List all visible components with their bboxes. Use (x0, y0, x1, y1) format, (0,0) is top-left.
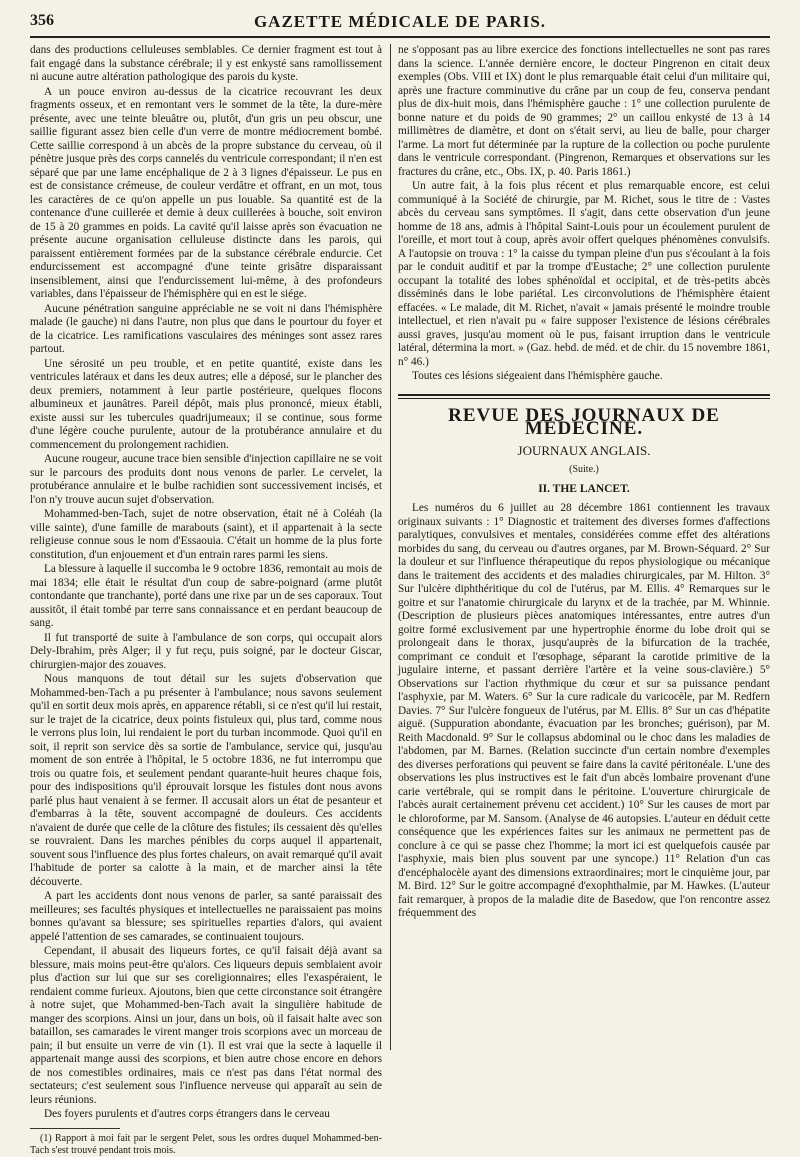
paragraph: dans des productions celluleuses semblables. Ce dernier fragment est tout à fait engagé dans la substance cérébrale; il y est enkysté sans ramollissement ni aucune autre altération pathologique des parois du kyste. (30, 44, 382, 83)
paragraph: Un autre fait, à la fois plus récent et plus remarquable encore, est celui communiqué à la Société de chirurgie, par M. Richet, sous le titre de : Vastes abcès du cerveau sans symptômes. Il s'agit, dans cette observation d'un jeune homme de 18 ans, admis à l'hôpital Saint-Louis pour un écoulement purulent de l'oreille, et mort tout à coup, après avoir offert quelques phénomènes convulsifs. A l'autopsie on trouva : 1° la caisse du tympan pleine d'un pus s'écoulant à la fois par le conduit auditif et par la trompe d'Eustache; 2° une collection purulente occupant la totalité des lobes sphénoïdal et occipital, et de très-petits abcès disséminés dans le lobe pariétal. Les circonvolutions de l'hémisphère étaient effacées. « Le malade, dit M. Richet, n'avait « jamais présenté le moindre trouble intellectuel, et rien n'avait pu « faire supposer l'existence de lésions cérébrales aussi graves, jusqu'au moment où le pus, faisant irruption dans le ventricule latéral, détermina la mort. » (Gaz. hebd. de méd. et de chir. du 15 novembre 1861, n° 46.) (398, 180, 770, 368)
section-heading: II. THE LANCET. (538, 482, 630, 495)
paragraph: Mohammed-ben-Tach, sujet de notre observation, était né à Coléah (la ville sainte), d'une famille de marabouts (saint), et il appartenait à la secte religieuse connue sous le nom d'Essaouia. C'était un homme de la plus forte constitution, d'un enjouement et d'un entrain rares parmi les siens. (30, 508, 382, 561)
suite-label: (Suite.) (569, 464, 599, 475)
paragraph: La blessure à laquelle il succomba le 9 octobre 1836, remontait au mois de mai 1834; elle était le résultat d'un coup de sabre-poignard (arme plutôt contondante que tranchante), porté dans une rixe par un de ses caporaux. Tout aussitôt, il était tombé par terre sans connaissance et en perdant beaucoup de sang. (30, 563, 382, 629)
paragraph: Cependant, il abusait des liqueurs fortes, ce qu'il faisait déjà avant sa blessure, mais moins peut-être qu'alors. Ces liqueurs depuis semblaient avoir plus d'action sur lui que sur ses coreligionnaires; elles l'exaspéraient, le rendaient comme furieux. Ajoutons, bien que cette circonstance soit étrangère à notre sujet, que Mohammed-ben-Tach avait la singulière habitude de manger des scorpions. Ainsi un jour, dans un bois, où il faisait halte avec son bataillon, ses camarades le virent manger trois scorpions avec un morceau de pain; il but ensuite un verre de vin (1). Il est vrai que la secte à laquelle il appartenait mange aussi des scorpions, et bien autre chose encore en dehors de nos comestibles ordinaires, mais ce n'est pas dans l'état normal des sectateurs; c'est seulement sous l'influence nerveuse qui apparaît au sein de leurs réunions. (30, 945, 382, 1106)
section-rule (398, 398, 770, 399)
page-header (30, 10, 770, 38)
review-title: REVUE DES JOURNAUX DE MÉDECINE. (448, 404, 720, 439)
column-divider (390, 44, 391, 1050)
paragraph: A part les accidents dont nous venons de parler, sa santé paraissait des meilleures; ses facultés physiques et intellectuelles ne paraissaient pas moins bonnes qu'avant sa blessure; ses spirituelles reparties d'alors, qui avaient appelé l'attention de ses camarades, se continuaient toujours. (30, 890, 382, 943)
paragraph: Une sérosité un peu trouble, et en petite quantité, existe dans les ventricules latéraux et dans les deux autres; elle a déposé, sur le plancher des deux premiers, notamment à leur partie postérieure, quelques flocons albumineux et jaunâtres. Pareil dépôt, mais plus prononcé, mieux établi, existe aussi sur les tubercules quadrijumeaux; il se continue, sous forme d'une légère couche purulente, autour de la protubérance annulaire et du commencement du prolongement rachidien. (30, 357, 382, 451)
footnote-rule (30, 1128, 120, 1129)
paragraph: Il fut transporté de suite à l'ambulance de son corps, qui occupait alors Dely-Ibrahim, près Alger; il y fut reçu, puis soigné, par le docteur Giscar, chirurgien-major des zouaves. (30, 631, 382, 671)
paragraph: A un pouce environ au-dessus de la cicatrice recouvrant les deux fragments osseux, et en remontant vers le sommet de la tête, la dure-mère présente, avec une teinte bleuâtre ou, plutôt, d'un gris un peu obscur, une saillie figurant assez bien celle d'un verre de montre médiocrement bombé. Cette saillie correspond à un abcès de la propre substance du cerveau, où il pénètre jusque près des corps cannelés du ventricule correspondant; il n'en est séparé que par une lame encéphalique de 2 à 3 lignes d'épaisseur. Le pus en est de consistance crémeuse, de couleur verdâtre et offrant, en un mot, tous les caractères de ce qu'on appelle un pus louable. Sa quantité est de la contenance d'une cuillerée et demie à deux cuillerées à bouche, soit environ de 15 à 20 grammes en poids. La cavité qu'il laisse après son évacuation ne présente aucune organisation celluleuse distincte dans les parois, qui paraissent entièrement formées par de la substance cérébrale endurcie. Cet endurcissement est accompagné d'une teinte grisâtre disparaissant insensiblement, ainsi que l'endurcissement lui-même, à des profondeurs variables, dans l'épaisseur de l'hémisphère qui en est le siége. (30, 85, 382, 300)
paragraph: Nous manquons de tout détail sur les sujets d'observation que Mohammed-ben-Tach a pu présenter à l'ambulance; nous savons seulement qu'il en sortit deux mois après, en apparence rétabli, si ce n'est qu'il lui restait, sur le trajet de la cicatrice, deux points fistuleux qui, plus tard, comme nous le verrons plus loin, lui rendaient le port du turban incommode. Quoi qu'il en soit, il reprit son service dès sa sortie de l'ambulance, service qui, jusqu'au moment de son entrée à l'hôpital, le 5 octobre 1836, ne fut interrompu que trois ou quatre fois, et seulement pendant quarante-huit heures chaque fois, pour des indispositions qu'il éprouvait lorsque les fistules dont nous avons parlé plus haut venaient à se fermer. Il accusait alors un état de pesanteur et d'embarras à la tête, souvent accompagné de douleurs. Ces accidents n'avaient de durée que celle de la clôture des fistules; ils cessaient dès qu'elles se rouvraient. Dans les marches pénibles du corps auquel il appartenait, souvent sous l'influence des plus fortes chaleurs, on avait remarqué qu'il avait l'habitude de porter sa calotte à la main, et de marcher ainsi la tête découverte. (30, 673, 382, 888)
paragraph: ne s'opposant pas au libre exercice des fonctions intellectuelles ne sont pas rares dans la science. L'année dernière encore, le docteur Pingrenon en citait deux exemples (Obs. VIII et IX) dont le plus remarquable était celui d'un militaire qui, après une fracture comminutive du crâne par un coup de feu, conserva pendant plus de dix-huit mois, dans l'hémisphère gauche : 1° une collection purulente de bonne nature et du poids de 90 grammes; 2° un caillou enkysté de 13 à 14 millimètres de diamètre, et dont on s'était servi, au lieu de balle, pour charger l'arme. La mort fut déterminée par la rupture de la collection ou poche purulente dans le ventricule correspondant. (Pingrenon, Remarques et observations sur les fractures du crâne, etc., Obs. IX, p. 40. Paris 1861.) (398, 44, 770, 178)
paragraph: Les numéros du 6 juillet au 28 décembre 1861 contiennent les travaux originaux suivants : 1° Diagnostic et traitement des diverses formes d'affections paralytiques, convulsives et mentales, considérées comme effet des altérations morbides du sang, du cerveau ou d'autres organes, par M. Brown-Séquard. 2° Sur la douleur et sur l'influence thérapeutique du repos physiologique ou mécanique dans le traitement des accidents et des maladies chirurgicales, par M. Hilton. 3° Sur l'ulcère diphthéritique du col de l'utérus, par M. Ellis. 4° Remarques sur le goitre et sur l'anatomie chirurgicale du larynx et de la trachée, par M. Whinnie. (Description de plusieurs pièces anatomiques intéressantes, entre autres d'un goitre formé exclusivement par une hypertrophie énorme du lobe droit qui se prolongeait dans le thorax, jusqu'auprès de la bifurcation de la trachée, comprimant ce conduit et l'œsophage, séparant la carotide primitive de la jugulaire interne, et passant derrière l'artère et la veine sous-clavière.) 5° Observations sur l'action rhythmique du cœur et sur sa puissance pendant l'asphyxie, par M. Waters. 6° Sur la cure radicale du varicocèle, par M. Redfern Davies. 7° Sur l'ulcère fongueux de l'utérus, par M. Ellis. 8° Sur un cas d'hépatite aiguë. (Suppuration abondante, évacuation par les bronches; guérison), par M. Reith Macdonald. 9° Sur le collapsus abdominal ou le choc dans les maladies de l'abdomen, par M. Barnes. (Relation succincte d'un certain nombre d'exemples des diverses perforations qui peuvent se faire dans la cavité péritonéale. L'une des observations les plus instructives est le fait d'un abcès lombaire provenant d'une carie vertébrale, qui se rompit dans le péritoine. L'ouverture chirurgicale de l'abcès aurait certainement prévenu cet accident.) 10° Sur les causes de mort par le chloroforme, par M. Sansom. (Analyse de 46 autopsies. L'auteur en déduit cette conséquence que les expériences faites sur les animaux ne permettent pas de conclure à ce qui se passe chez l'homme; la mort ici est quelquefois causée par l'asphyxie, mais bien plus souvent par une syncope.) 11° Relation d'un cas d'encéphalocèle ayant des dimensions extraordinaires; mort le cinquième jour, par M. Bird. 12° Sur le goitre accompagné d'exophthalmie, par M. Hawkes. (L'auteur fait remarquer, à propos de la maladie dite de Basedow, que l'on rencontre assez fréquemment des (398, 502, 770, 919)
footnote: (1) Rapport à moi fait par le sergent Pelet, sous les ordres duquel Mohammed-ben-Tach s'est trouvé pendant trois mois. (30, 1132, 382, 1156)
page-number: 356 (30, 12, 54, 29)
section-rule (398, 394, 770, 396)
paragraph: Des foyers purulents et d'autres corps étrangers dans le cerveau (44, 1108, 330, 1120)
left-column (30, 44, 382, 1156)
paragraph: Aucune pénétration sanguine appréciable ne se voit ni dans l'hémisphère malade (le gauche) ni dans l'autre, non plus que dans le pourtour du foyer et de la cicatrice. Les ramifications vasculaires des méninges sont assez rares partout. (30, 302, 382, 355)
paragraph: Toutes ces lésions siégeaient dans l'hémisphère gauche. (412, 370, 663, 382)
paragraph: Aucune rougeur, aucune trace bien sensible d'injection capillaire ne se voit sur le parcours des produits dont nous venons de parler. Le cervelet, la protubérance annulaire et le bulbe rachidien sont successivement incisés, et l'on n'y trouve aucun sujet d'observation. (30, 453, 382, 506)
right-column (398, 44, 770, 1050)
journal-title: GAZETTE MÉDICALE DE PARIS. (253, 12, 547, 31)
review-subtitle: JOURNAUX ANGLAIS. (517, 442, 651, 458)
